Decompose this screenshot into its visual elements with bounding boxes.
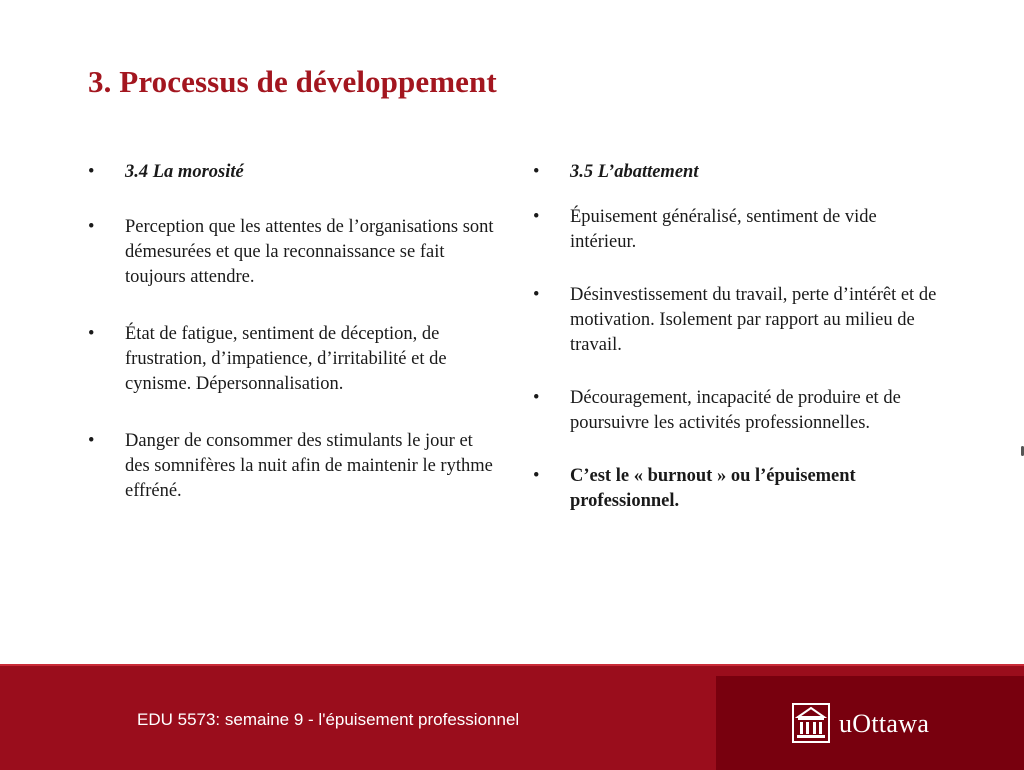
footer-brand-block	[716, 676, 1024, 770]
slide-title: 3. Processus de développement	[88, 64, 497, 99]
left-column	[88, 160, 498, 536]
right-column	[533, 160, 943, 542]
left-bullet-1: • Perception que les attentes de l’organisations sont démesurées et que la reconnaissance se fait toujours attendre.	[88, 215, 498, 290]
right-bullet-2: • Désinvestissement du travail, perte d’intérêt et de motivation. Isolement par rapport au milieu de travail.	[533, 283, 943, 358]
right-column-heading	[533, 160, 943, 185]
right-bullet-3: • Découragement, incapacité de produire et de poursuivre les activités professionnelles.	[533, 386, 943, 436]
conclusion-text: C’est le « burnout » ou l’épuisement professionnel.	[570, 466, 856, 511]
left-bullet-3: • Danger de consommer des stimulants le jour et des somnifères la nuit afin de maintenir le rythme effréné.	[88, 429, 498, 504]
brand-name: uOttawa	[839, 709, 930, 738]
university-building-icon	[792, 703, 830, 743]
footer-course-text: EDU 5573: semaine 9 - l'épuisement professionnel	[137, 710, 520, 729]
left-heading-text: 3.4 La morosité	[125, 162, 244, 182]
right-bullet-1: • Épuisement généralisé, sentiment de vide intérieur.	[533, 205, 943, 255]
left-column-heading	[88, 160, 498, 185]
right-heading-text: 3.5 L’abattement	[570, 162, 699, 182]
left-bullet-2: • État de fatigue, sentiment de déception, de frustration, d’impatience, d’irritabilité et de cynisme. Dépersonnalisation.	[88, 322, 498, 397]
right-conclusion	[533, 464, 943, 514]
footer-bar	[0, 664, 1024, 770]
